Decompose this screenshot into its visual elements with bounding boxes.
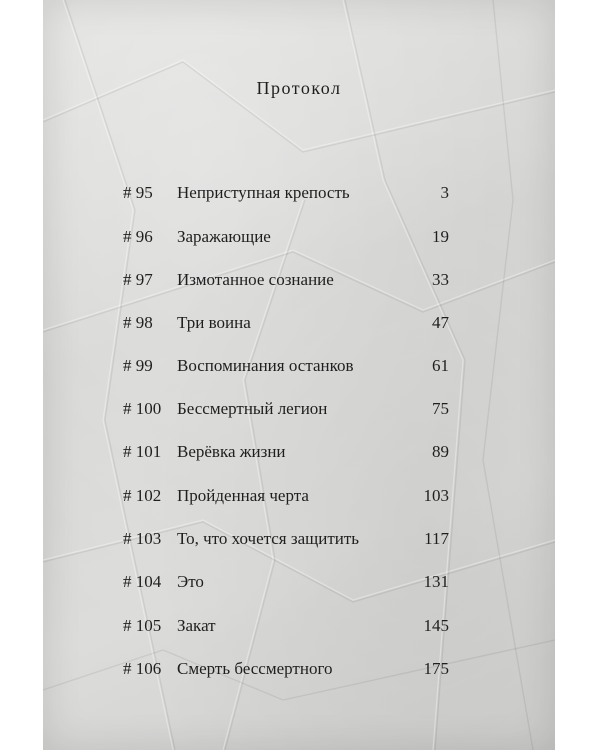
chapter-number: # 104 [123,572,162,591]
page-number: 61 [432,356,449,375]
chapter-title: Пройденная черта [177,486,309,505]
chapter-title: То, что хочется защитить [177,529,360,548]
chapter-title: Заражающие [177,227,271,246]
chapter-title: Измотанное сознание [177,270,334,289]
table-of-contents [43,0,555,750]
toc-entry [43,227,555,251]
paper-page [43,0,555,750]
chapter-number: # 98 [123,313,153,332]
chapter-number: # 96 [123,227,153,246]
chapter-title: Неприступная крепость [177,183,350,202]
chapter-number: # 106 [123,659,162,678]
chapter-number: # 100 [123,399,162,418]
page-number: 89 [432,442,449,461]
page-number: 47 [432,313,449,332]
chapter-title: Бессмертный легион [177,399,328,418]
page-number: 75 [432,399,449,418]
chapter-title: Три воина [177,313,251,332]
toc-entry [43,356,555,380]
page-title: Протокол [256,78,342,98]
page-number: 33 [432,270,449,289]
chapter-title: Верёвка жизни [177,442,286,461]
toc-entry [43,183,555,207]
chapter-number: # 101 [123,442,162,461]
chapter-number: # 103 [123,529,162,548]
toc-entry [43,270,555,294]
chapter-title: Воспоминания останков [177,356,354,375]
page-number: 19 [432,227,449,246]
toc-entry [43,572,555,596]
chapter-number: # 99 [123,356,153,375]
chapter-number: # 95 [123,183,153,202]
chapter-number: # 97 [123,270,153,289]
chapter-number: # 102 [123,486,162,505]
page-number: 117 [424,529,449,548]
toc-entry [43,616,555,640]
page-number: 131 [423,572,449,591]
toc-entry [43,529,555,553]
chapter-title: Смерть бессмертного [177,659,333,678]
toc-entry [43,442,555,466]
toc-entry [43,486,555,510]
toc-entry [43,313,555,337]
page-number: 3 [440,183,449,202]
page-number: 145 [423,616,449,635]
page-number: 103 [423,486,449,505]
toc-entry [43,659,555,683]
toc-entry [43,399,555,423]
chapter-title: Это [177,572,204,591]
chapter-title: Закат [177,616,216,635]
page-number: 175 [423,659,449,678]
chapter-number: # 105 [123,616,162,635]
